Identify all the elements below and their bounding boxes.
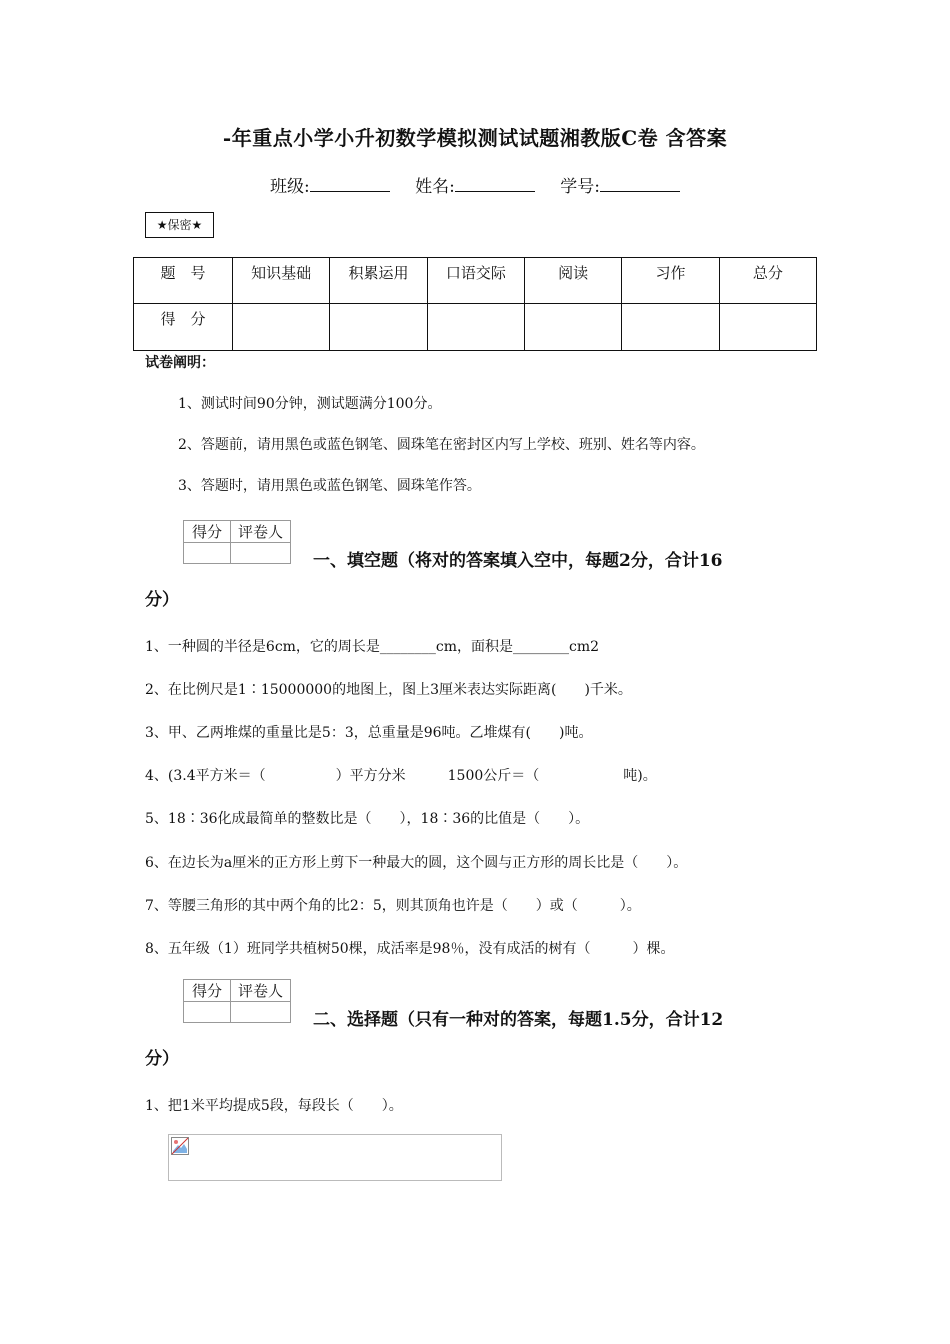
score-header-cell: 题 号 bbox=[134, 258, 233, 304]
question-item: 7、等腰三角形的其中两个角的比2：5，则其顶角也许是（ ）或（ ）。 bbox=[145, 898, 641, 914]
grader-score-cell[interactable] bbox=[184, 543, 231, 564]
score-cell[interactable] bbox=[233, 304, 330, 351]
score-header-cell: 总分 bbox=[719, 258, 816, 304]
question-item: 2、在比例尺是1∶15000000的地图上，图上3厘米表达实际距离( )千米。 bbox=[145, 682, 632, 698]
grader-name-cell[interactable] bbox=[231, 1002, 291, 1023]
grader-box bbox=[183, 520, 291, 564]
score-cell[interactable] bbox=[427, 304, 524, 351]
name-label: 姓名: bbox=[415, 177, 455, 197]
question-item: 8、五年级（1）班同学共植树50棵，成活率是98％，没有成活的树有（ ）棵。 bbox=[145, 941, 675, 957]
grader-score-cell[interactable] bbox=[184, 1002, 231, 1023]
id-blank bbox=[600, 177, 680, 192]
confidential-badge: ★保密★ bbox=[145, 212, 214, 238]
score-cell[interactable] bbox=[524, 304, 621, 351]
id-label: 学号: bbox=[560, 177, 600, 197]
score-cell[interactable] bbox=[719, 304, 816, 351]
broken-image-icon bbox=[171, 1137, 189, 1155]
section2-title: 二、选择题（只有一种对的答案，每题1.5分，合计12 bbox=[313, 1010, 724, 1030]
class-blank bbox=[310, 177, 390, 192]
score-header-cell: 积累运用 bbox=[330, 258, 427, 304]
class-label: 班级: bbox=[269, 177, 310, 197]
question-item: 6、在边长为a厘米的正方形上剪下一种最大的圆，这个圆与正方形的周长比是（ ）。 bbox=[145, 855, 688, 871]
page-title: -年重点小学小升初数学模拟测试试题湘教版C卷 含答案 bbox=[222, 126, 728, 150]
note-item: 1、测试时间90分钟，测试题满分100分。 bbox=[178, 396, 442, 412]
score-row-label: 得 分 bbox=[134, 304, 233, 351]
score-table bbox=[133, 257, 817, 351]
grader-name-label: 评卷人 bbox=[231, 521, 291, 543]
note-item: 2、答题前，请用黑色或蓝色钢笔、圆珠笔在密封区内写上学校、班别、姓名等内容。 bbox=[178, 437, 705, 453]
section2-title-cont: 分） bbox=[145, 1049, 179, 1069]
question-item: 5、18∶36化成最简单的整数比是（ ），18∶36的比值是（ ）。 bbox=[145, 811, 590, 827]
question-item: 1、把1米平均提成5段，每段长（ ）。 bbox=[145, 1098, 403, 1114]
notes-heading: 试卷阐明： bbox=[145, 355, 215, 371]
grader-score-label: 得分 bbox=[184, 521, 231, 543]
grader-score-label: 得分 bbox=[184, 980, 231, 1002]
question-item: 3、甲、乙两堆煤的重量比是5：3，总重量是96吨。乙堆煤有( )吨。 bbox=[145, 725, 593, 741]
grader-name-label: 评卷人 bbox=[231, 980, 291, 1002]
student-info bbox=[0, 172, 950, 197]
question-item: 1、一种圆的半径是6cm，它的周长是________cm，面积是________cm2 bbox=[145, 639, 600, 655]
question-item: 4、(3.4平方米＝（ ）平方分米 1500公斤＝（ 吨)。 bbox=[145, 768, 657, 784]
name-blank bbox=[455, 177, 535, 192]
score-header-cell: 口语交际 bbox=[427, 258, 524, 304]
score-header-cell: 阅读 bbox=[524, 258, 621, 304]
section1-title: 一、填空题（将对的答案填入空中，每题2分，合计16 bbox=[313, 551, 723, 571]
note-item: 3、答题时，请用黑色或蓝色钢笔、圆珠笔作答。 bbox=[178, 478, 481, 494]
score-cell[interactable] bbox=[622, 304, 719, 351]
image-placeholder bbox=[168, 1134, 502, 1181]
grader-box bbox=[183, 979, 291, 1023]
score-header-cell: 习作 bbox=[622, 258, 719, 304]
score-cell[interactable] bbox=[330, 304, 427, 351]
grader-name-cell[interactable] bbox=[231, 543, 291, 564]
score-header-cell: 知识基础 bbox=[233, 258, 330, 304]
section1-title-cont: 分） bbox=[145, 590, 179, 610]
